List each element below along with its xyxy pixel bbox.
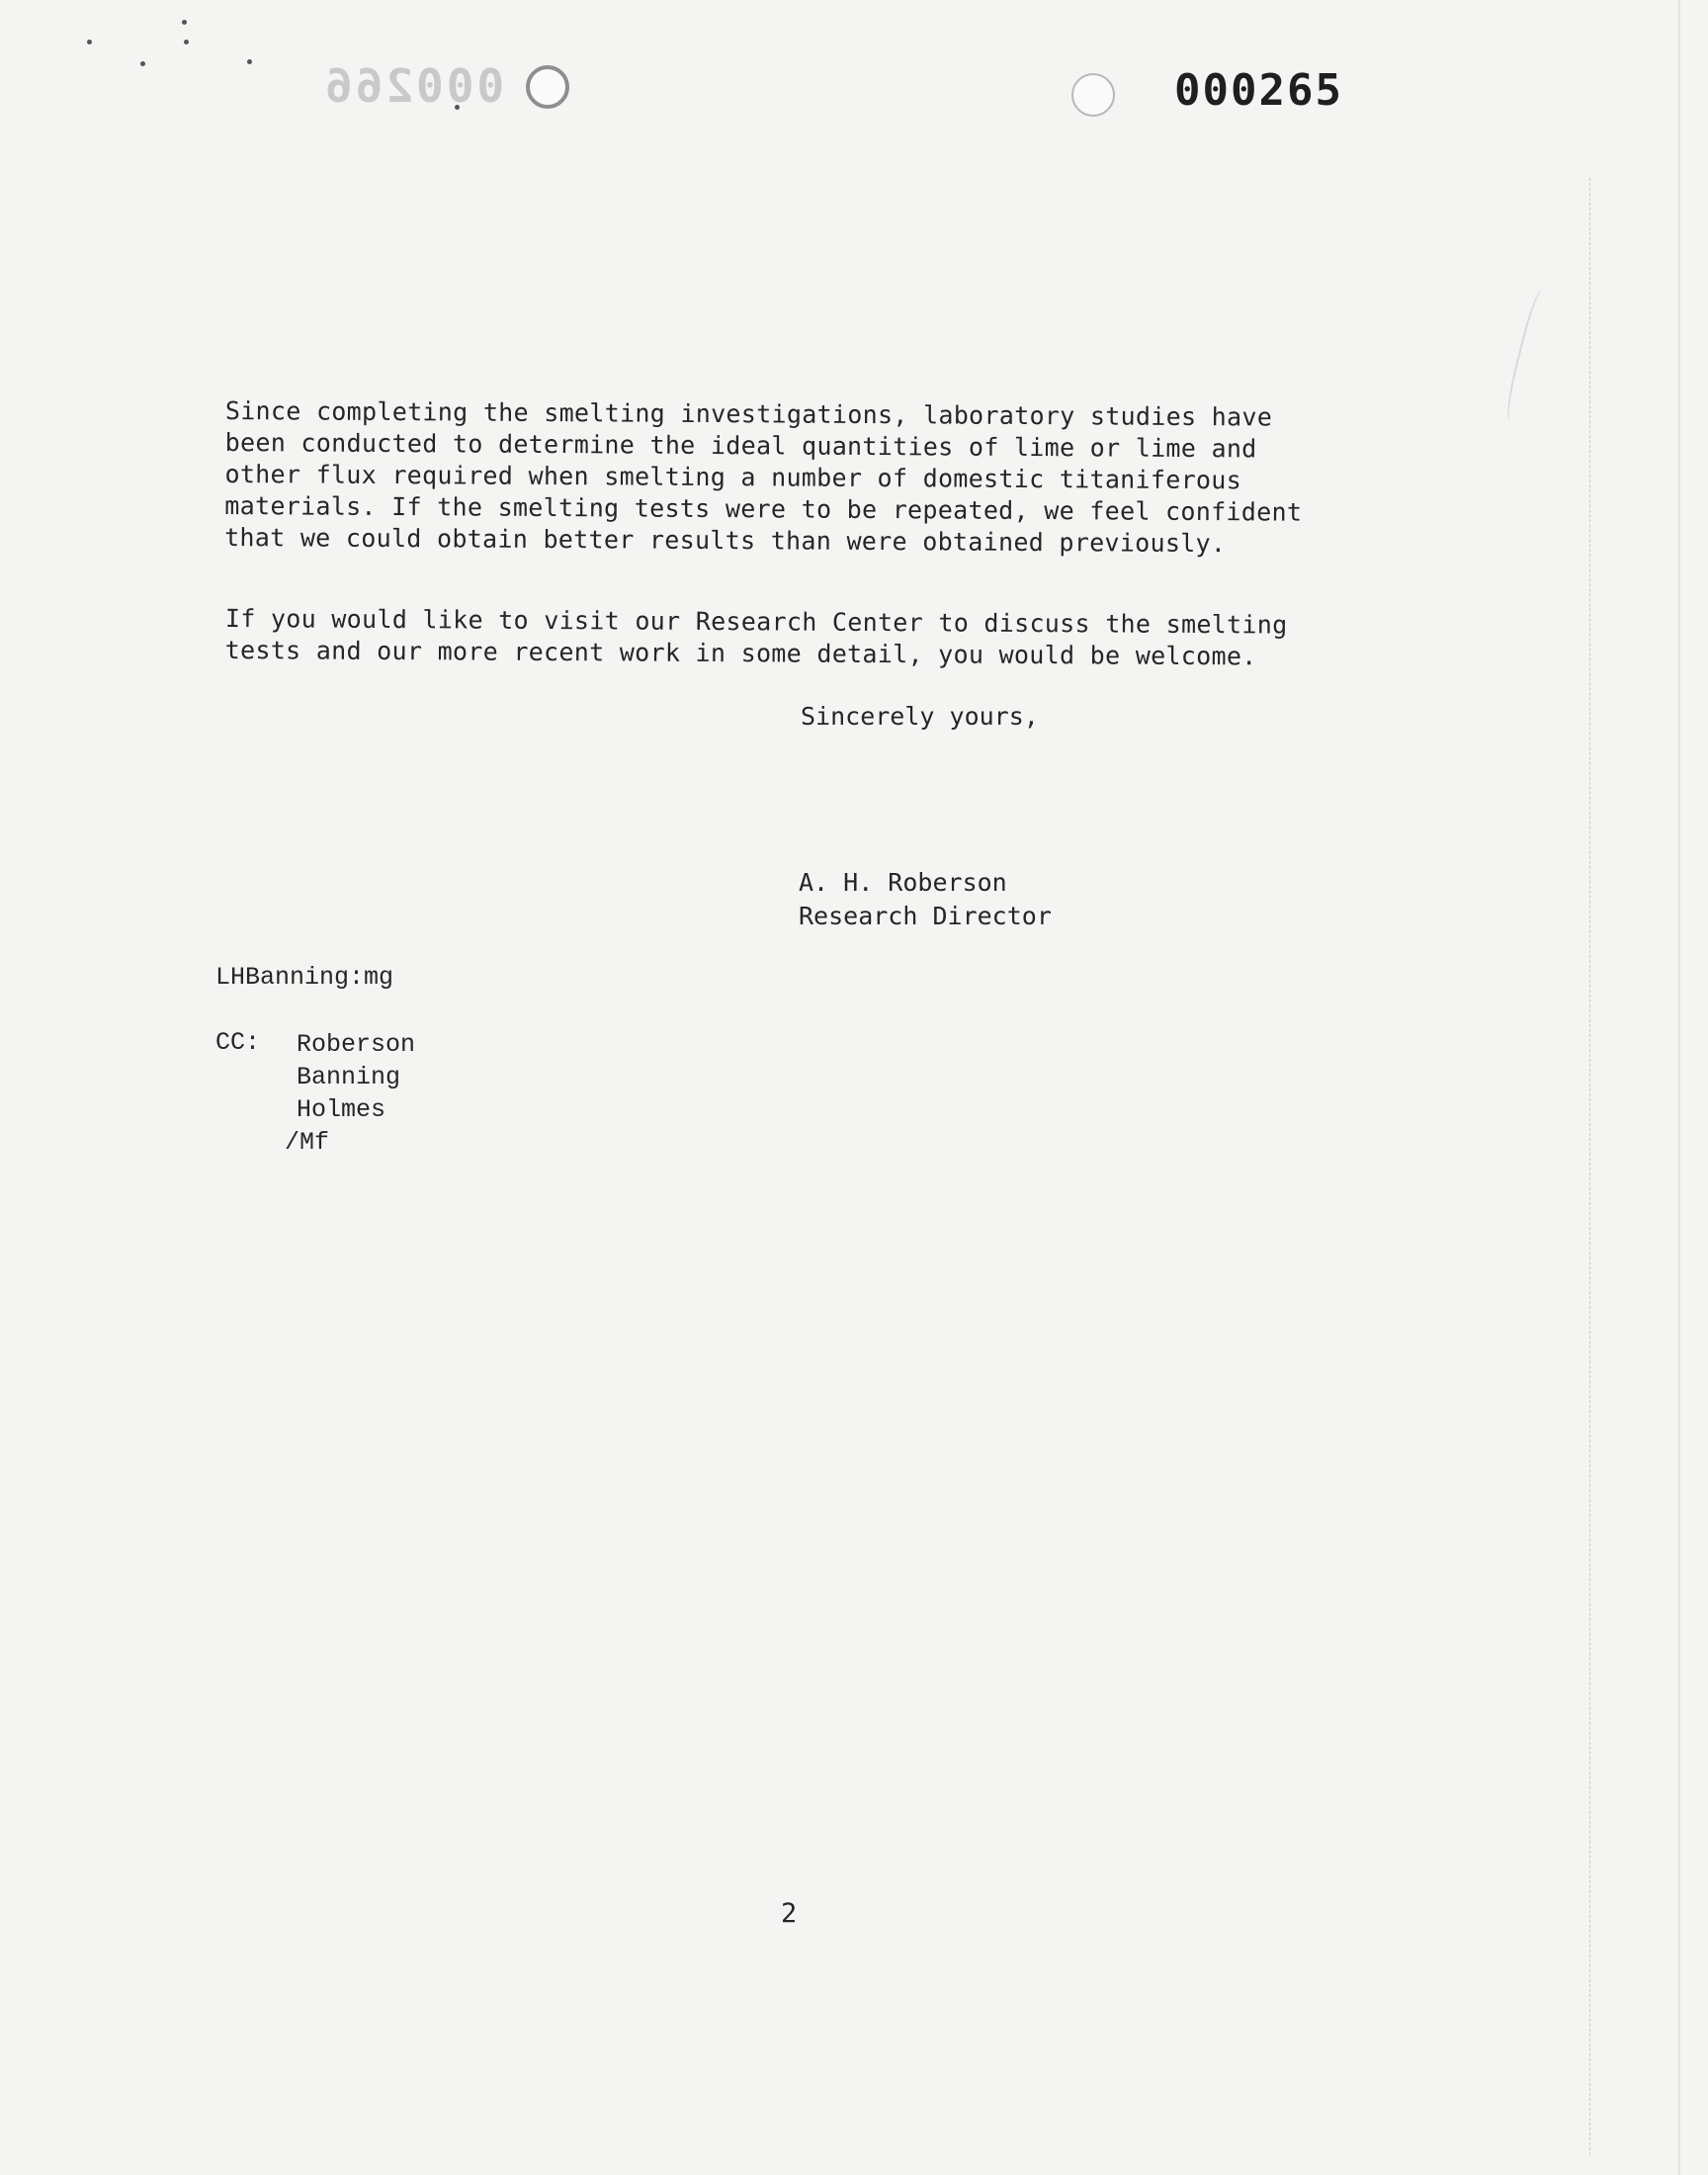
cc-recipient: Roberson: [297, 1030, 416, 1059]
dust-speck: [182, 20, 187, 25]
dust-speck: [184, 40, 189, 44]
punch-hole-right: [1071, 73, 1115, 117]
bleed-through-page-id: 000266: [322, 59, 505, 113]
margin-rule: [1589, 178, 1590, 2155]
closing: Sincerely yours,: [801, 702, 1039, 731]
dust-speck: [247, 59, 252, 64]
punch-hole-left: [526, 65, 569, 109]
cc-recipient: /Mf: [285, 1128, 330, 1157]
paragraph-2: [224, 603, 1471, 671]
cc-label: CC:: [215, 1028, 261, 1057]
signer-name: A. H. Roberson: [799, 868, 1007, 897]
dust-speck: [140, 61, 145, 66]
reference-initials: LHBanning:mg: [215, 963, 394, 992]
signer-title: Research Director: [799, 902, 1052, 930]
paragraph-2-text: If you would like to visit our Research Center to discuss the smelting tests and our more recent work in some detail, you would be welcome.: [224, 604, 1288, 671]
page-number: 2: [781, 1898, 798, 1929]
cc-recipient: Holmes: [297, 1095, 386, 1124]
cc-list: [285, 1028, 416, 1159]
paragraph-1-text: Since completing the smelting investigations, laboratory studies have been conducted to determine the ideal quantities of lime or lime and other flux required when smelting a number of domestic titaniferous materials. If the smelting tests were to be repeated, we feel confident that we could obtain better results than were obtained previously.: [224, 395, 1303, 559]
page-id-stamp: 000265: [1174, 65, 1343, 116]
dust-speck: [87, 40, 92, 44]
paragraph-1: [224, 395, 1471, 559]
cc-recipient: Banning: [297, 1063, 401, 1091]
